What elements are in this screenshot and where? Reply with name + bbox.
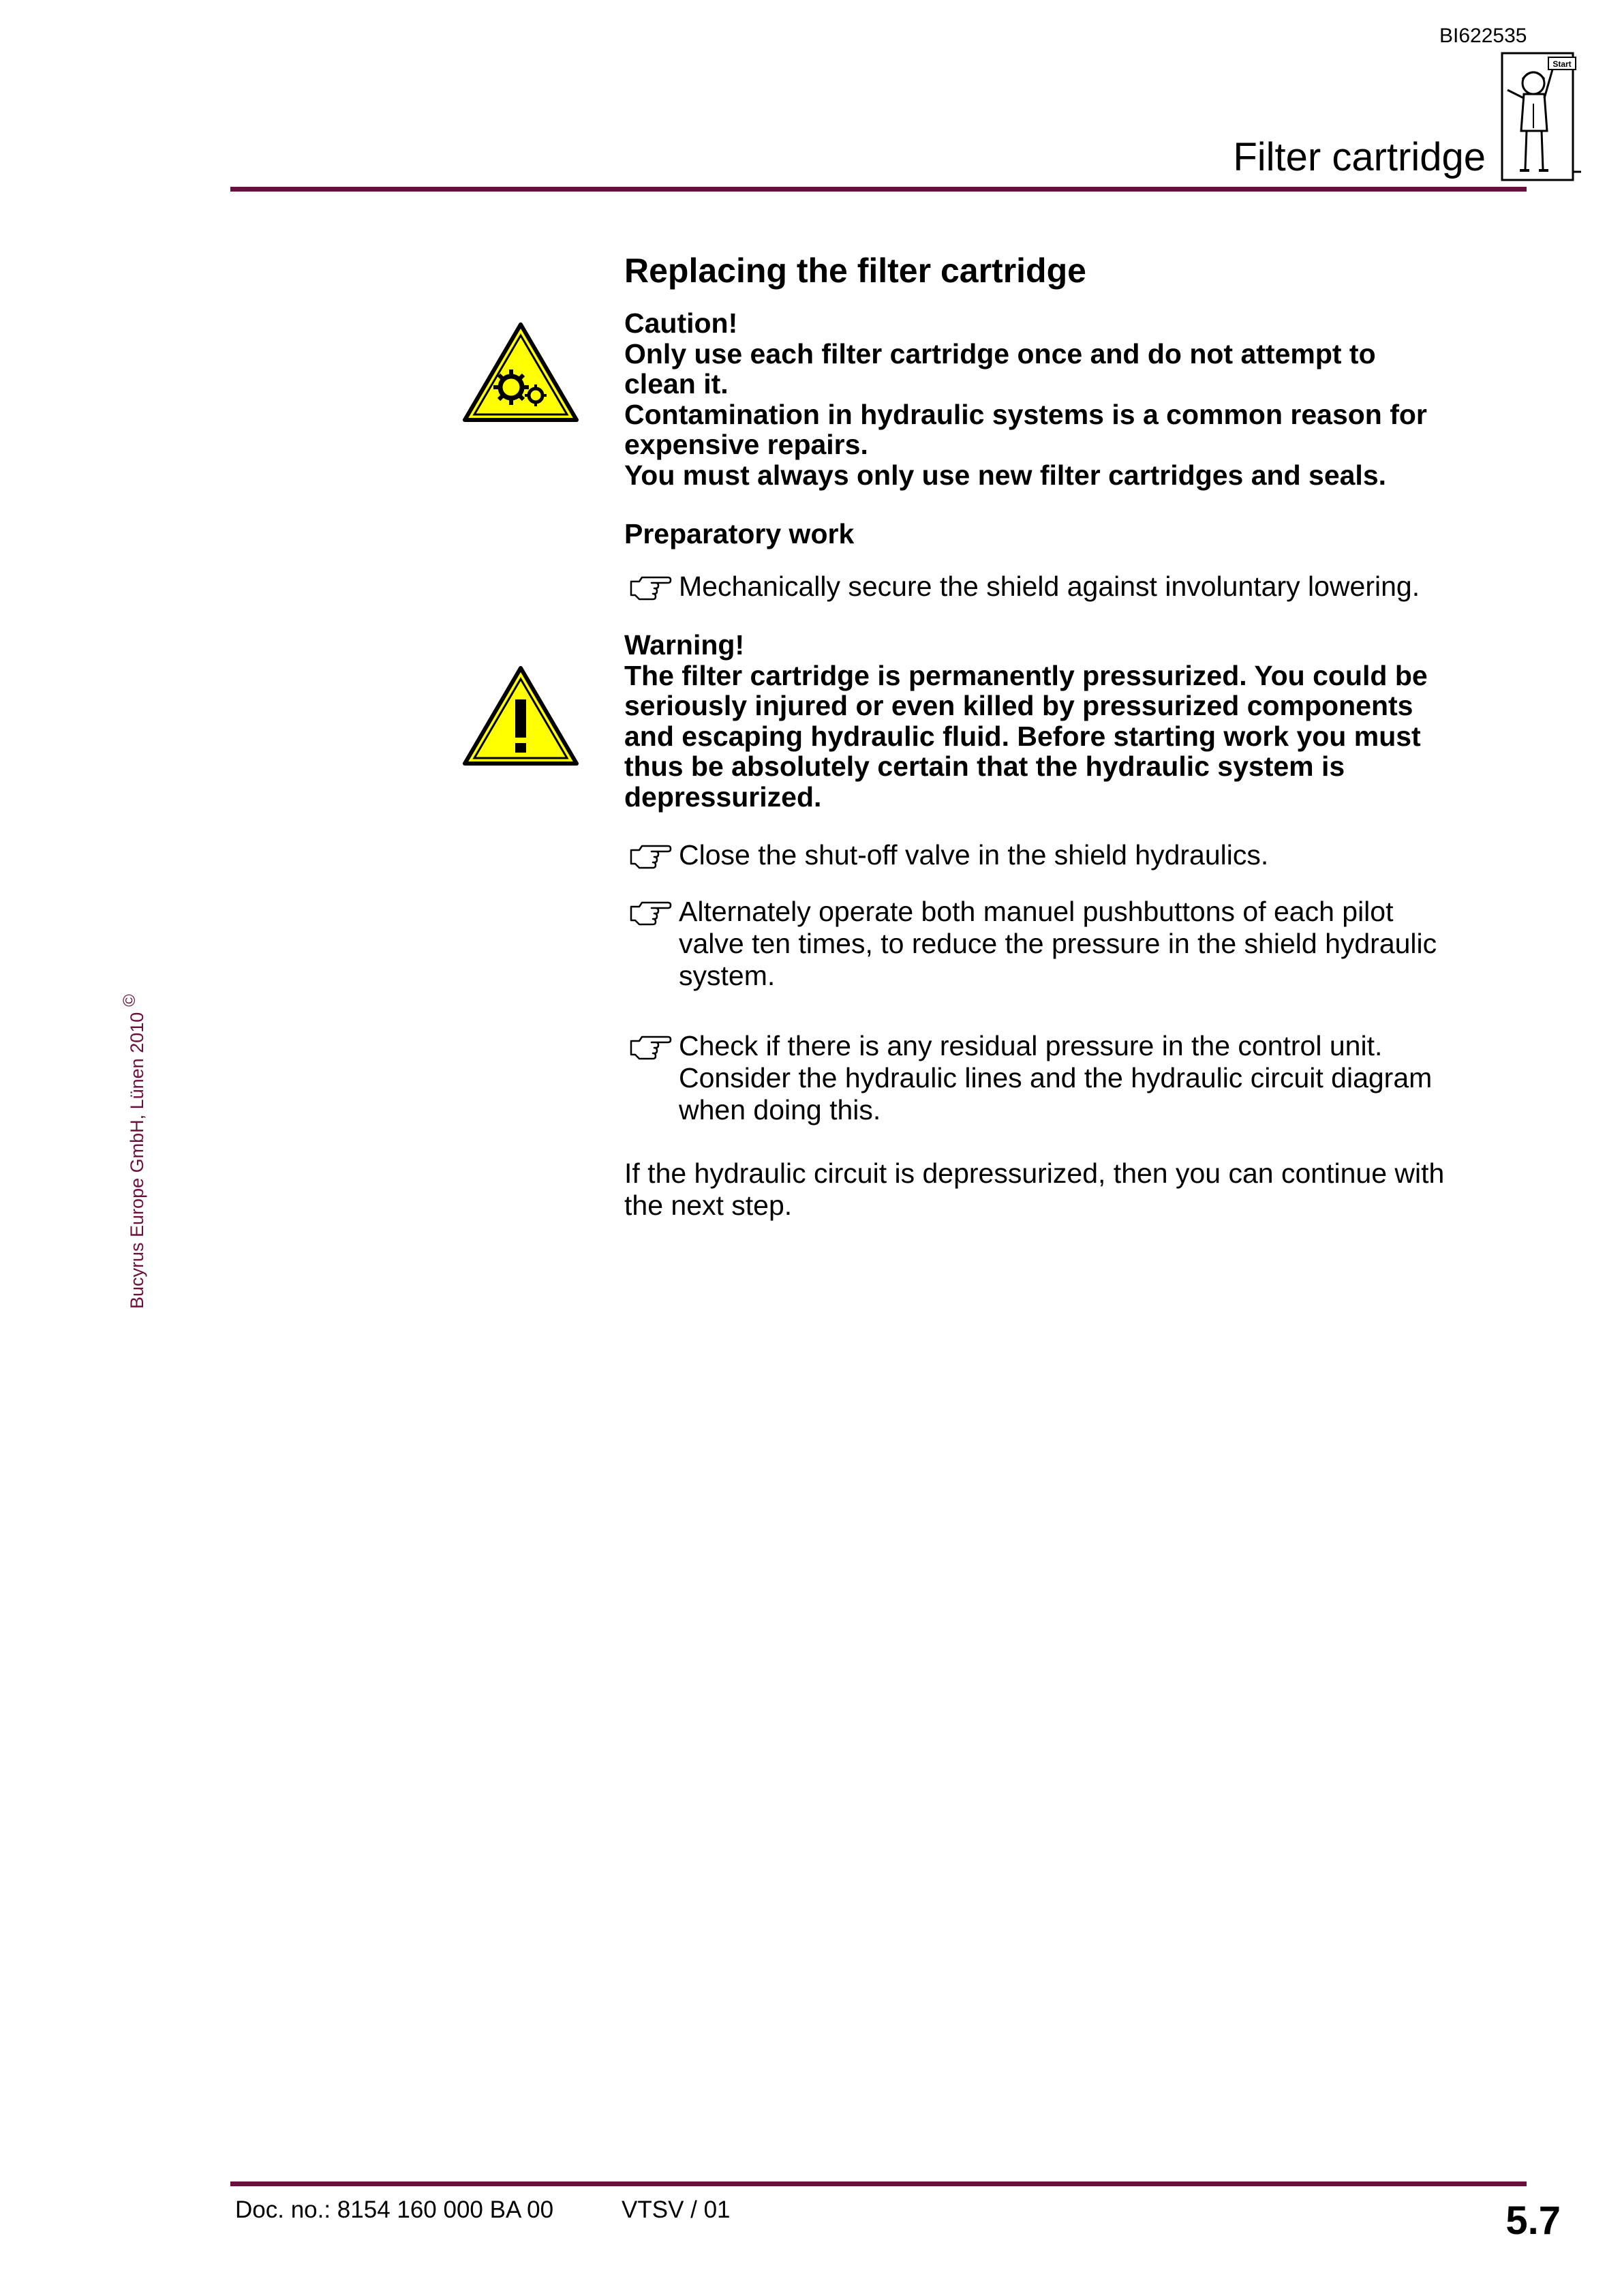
caution-line: clean it. [624,368,729,399]
document-number: Doc. no.: 8154 160 000 BA 00 [235,2196,554,2223]
warning-line: depressurized. [624,781,822,813]
pointing-hand-icon [628,897,672,926]
closing-line: If the hydraulic circuit is depressurized, then you can continue with [624,1158,1445,1189]
pointing-hand-icon [628,1031,672,1060]
revision-label: VTSV / 01 [622,2196,731,2223]
section-title: Replacing the filter cartridge [624,252,1086,290]
warning-notice [624,630,1524,812]
preparatory-work-title: Preparatory work [624,518,855,549]
caution-line: expensive repairs. [624,429,868,460]
step-text: valve ten times, to reduce the pressure in the shield hydraulic [679,928,1437,959]
warning-line: seriously injured or even killed by pressurized components [624,690,1413,721]
page-number: 5.7 [1505,2199,1561,2243]
step-item [624,1030,1524,1126]
warning-line: The filter cartridge is permanently pressurized. You could be [624,659,1428,691]
copyright-mark: © [120,994,139,1007]
step-item [624,896,1524,992]
step-text: Check if there is any residual pressure in the control unit. [679,1030,1383,1061]
header-rule [230,187,1527,192]
pointing-hand-icon [628,572,672,601]
warning-line: and escaping hydraulic fluid. Before starting work you must [624,720,1421,752]
step-text: when doing this. [679,1094,881,1126]
page-title: Filter cartridge [1233,135,1486,179]
step-item [624,839,1524,871]
step-text: Close the shut-off valve in the shield hydraulics. [679,839,1269,871]
step-text: Alternately operate both manuel pushbuttons of each pilot [679,896,1394,927]
main-content [624,247,1524,1222]
step-text: Consider the hydraulic lines and the hydraulic circuit diagram [679,1062,1433,1093]
closing-line: the next step. [624,1190,793,1221]
footer-rule [230,2181,1527,2186]
caution-heading: Caution! [624,307,738,339]
worker-start-icon [1497,49,1582,185]
caution-notice [624,308,1524,490]
copyright-text: Bucyrus Europe GmbH, Lünen 2010 [127,1012,147,1309]
warning-heading: Warning! [624,629,745,661]
warning-line: thus be absolutely certain that the hydraulic system is [624,751,1345,782]
hazard-gear-icon [461,320,581,424]
document-id: BI622535 [1439,25,1527,47]
copyright-notice [120,994,148,1309]
start-label: Start [1552,59,1572,69]
step-item [624,571,1524,603]
step-text: Mechanically secure the shield against involuntary lowering. [679,571,1420,602]
warning-exclamation-icon [461,664,581,768]
step-text: system. [679,960,776,991]
caution-line: You must always only use new filter cartridges and seals. [624,459,1387,491]
caution-line: Contamination in hydraulic systems is a common reason for [624,398,1427,430]
closing-paragraph [624,1158,1524,1222]
caution-line: Only use each filter cartridge once and do not attempt to [624,337,1376,369]
pointing-hand-icon [628,841,672,869]
